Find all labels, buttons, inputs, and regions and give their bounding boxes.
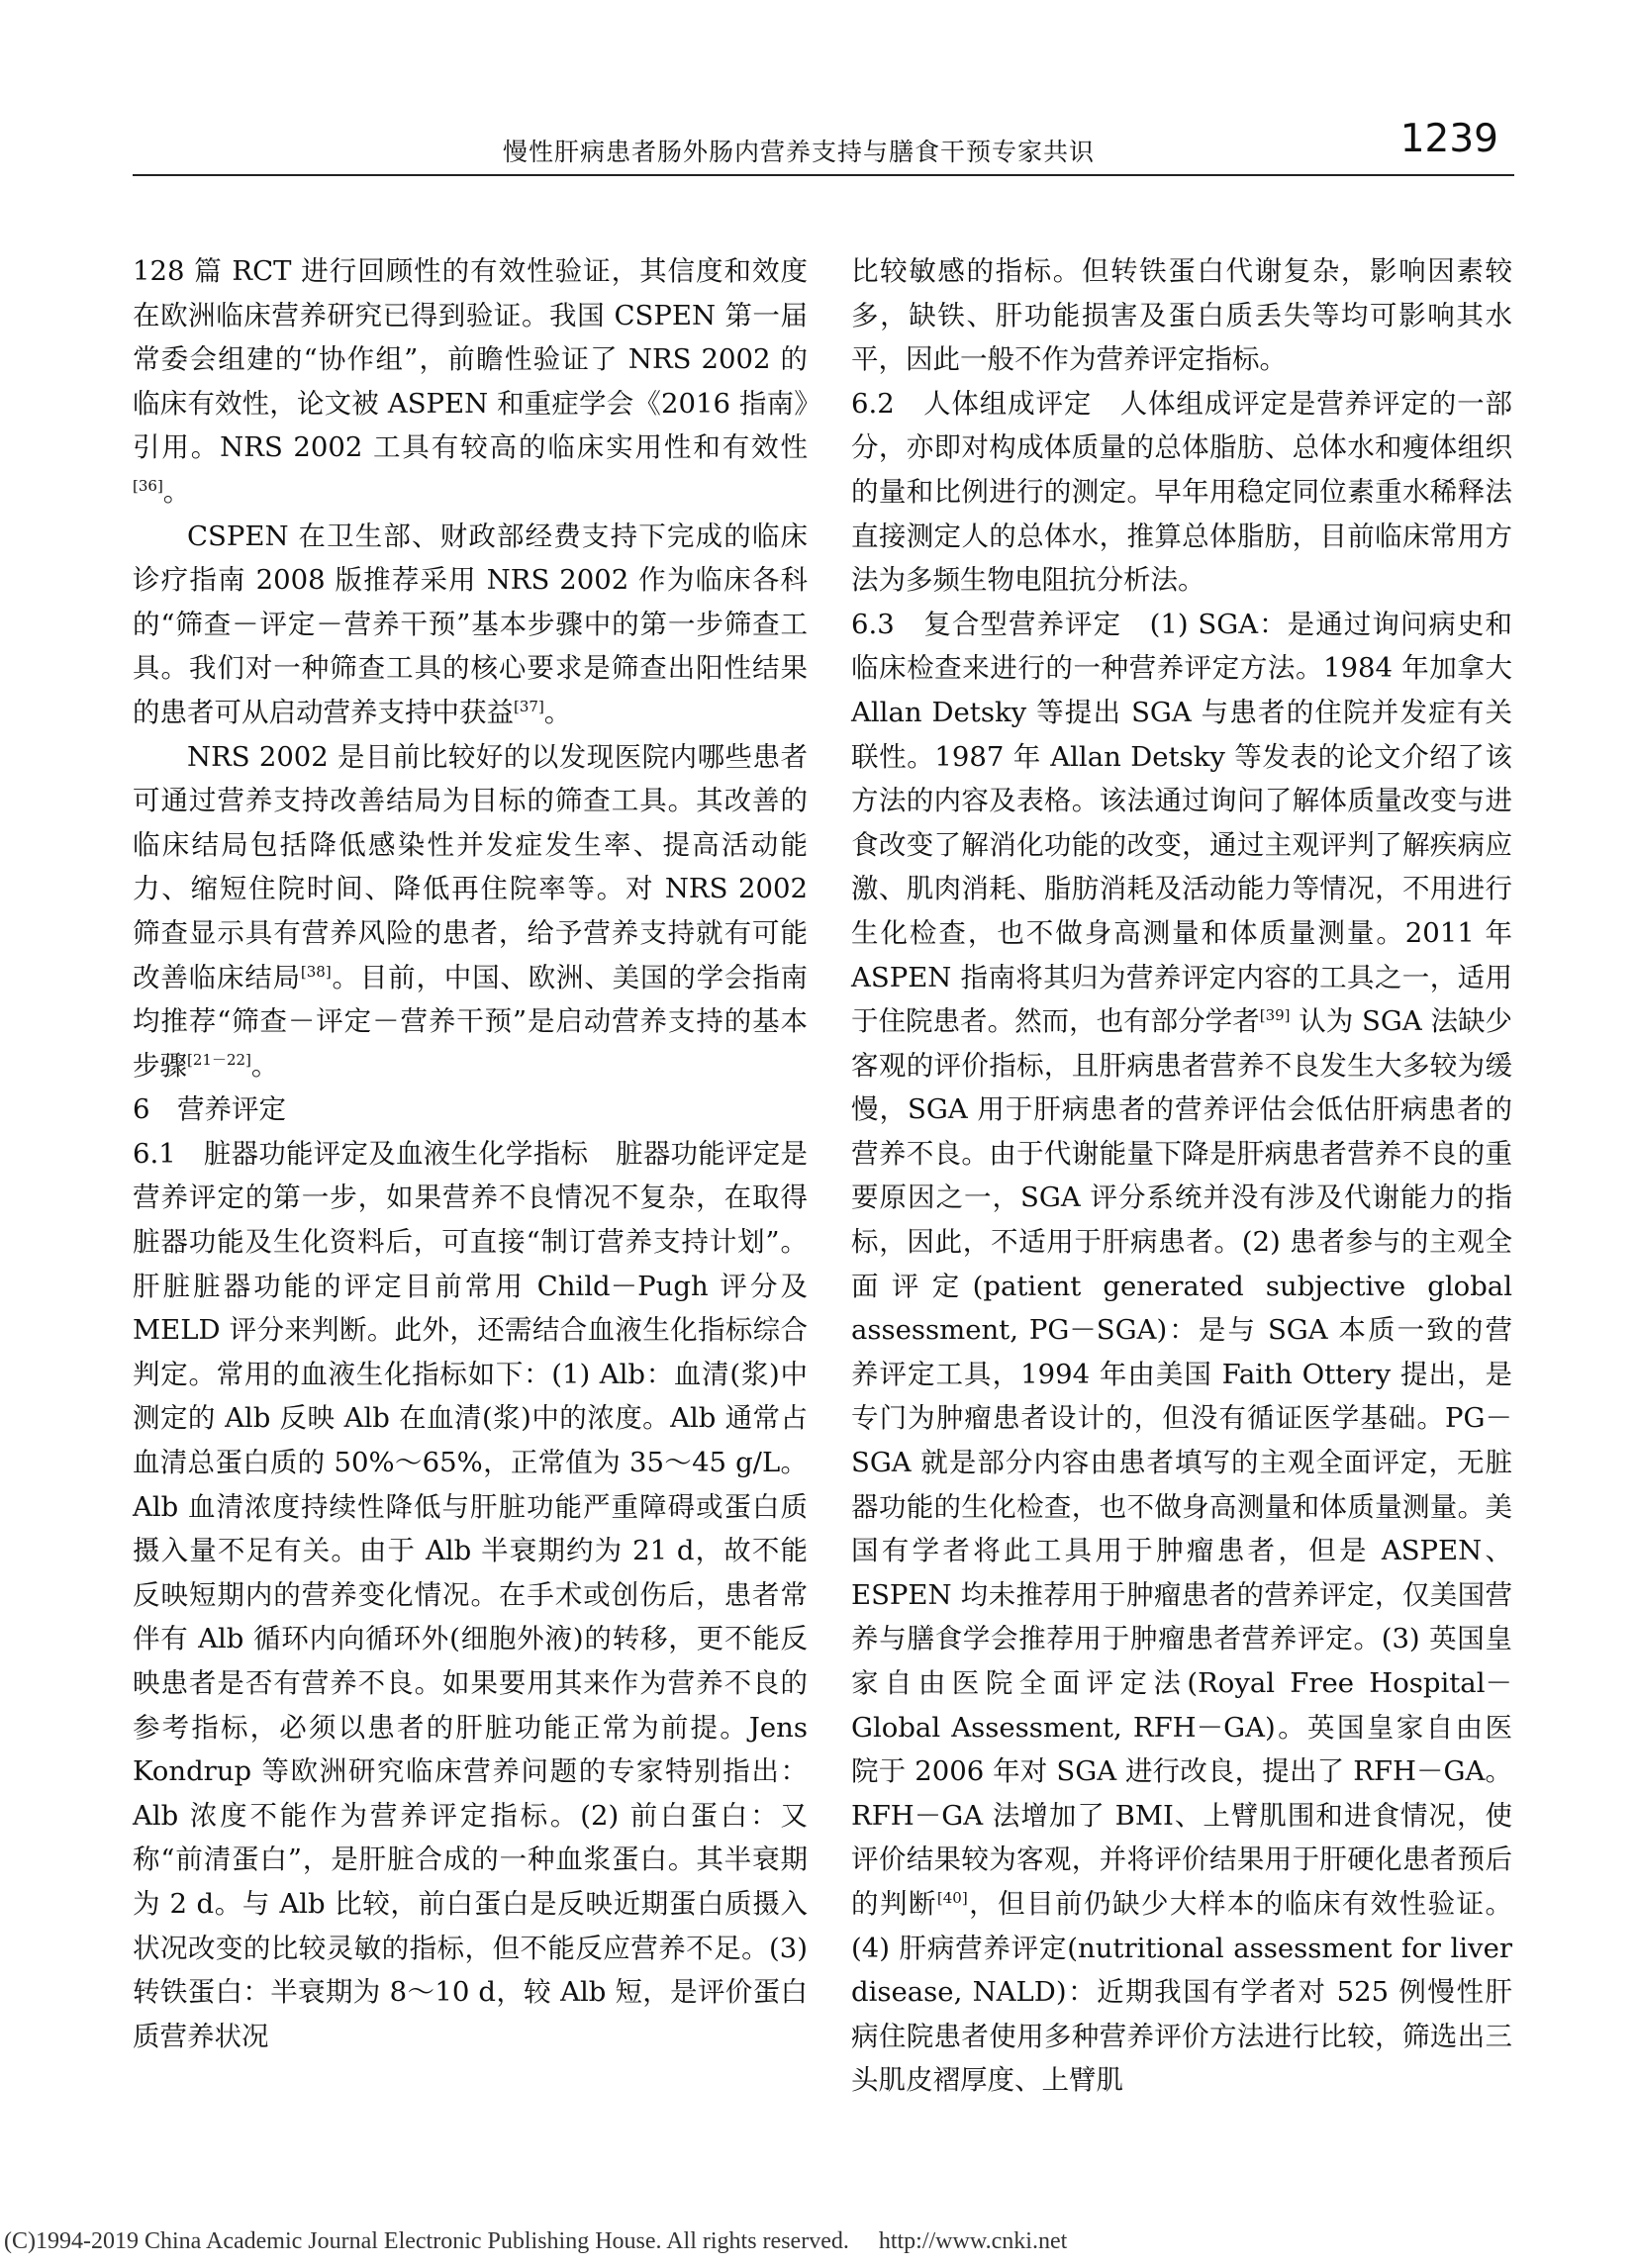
- page-header: [133, 117, 1514, 176]
- subsection-heading-6-3: 6.3 复合型营养评定: [851, 608, 1122, 640]
- copyright-notice: (C)1994-2019 China Academic Journal Electronic Publishing House. All rights reserved.: [4, 2228, 849, 2254]
- left-column: [133, 249, 808, 2058]
- paragraph: NRS 2002 是目前比较好的以发现医院内哪些患者可通过营养支持改善结局为目标的筛查工具。其改善的临床结局包括降低感染性并发症发生率、提高活动能力、缩短住院时间、降低再住院率等。对 NRS 2002 筛查显示具有营养风险的患者，给予营养支持就有可能改善临床结局[38]。目前，中国、欧洲、美国的学会指南均推荐“筛查－评定－营养干预”是启动营养支持的基本步骤[21－22]。: [133, 740, 809, 1082]
- paragraph: 128 篇 RCT 进行回顾性的有效性验证，其信度和效度在欧洲临床营养研究已得到验证。我国 CSPEN 第一届常委会组建的“协作组”，前瞻性验证了 NRS 2002 的临床有效性，论文被 ASPEN 和重症学会《2016 指南》引用。NRS 2002 工具有较高的临床实用性和有效性[36]。: [133, 255, 808, 508]
- page-number: 1239: [1399, 117, 1498, 161]
- paragraph: 比较敏感的指标。但转铁蛋白代谢复杂，影响因素较多，缺铁、肝功能损害及蛋白质丢失等均可影响其水平，因此一般不作为营养评定指标。: [851, 255, 1512, 376]
- citation: [40]: [936, 1888, 968, 1907]
- right-column: [851, 249, 1512, 2103]
- citation: [21－22]: [187, 1050, 251, 1069]
- section-heading-6: 6 营养评定: [133, 1093, 286, 1126]
- subsection-heading-6-2: 6.2 人体组成评定: [851, 387, 1093, 420]
- subsection-heading-6-1: 6.1 脏器功能评定及血液生化学指标: [133, 1137, 589, 1170]
- running-title: 慢性肝病患者肠外肠内营养支持与膳食干预专家共识: [503, 138, 1096, 166]
- citation: [36]: [133, 476, 163, 495]
- citation: [38]: [300, 962, 332, 981]
- page-footer: [4, 2228, 1637, 2255]
- paragraph: 6.3 复合型营养评定 (1) SGA：是通过询问病史和临床检查来进行的一种营养评定方法。1984 年加拿大 Allan Detsky 等提出 SGA 与患者的住院并发症有关联性。1987 年 Allan Detsky 等发表的论文介绍了该方法的内容及表格。该法通过询问了解体质量改变与进食改变了解消化功能的改变，通过主观评判了解疾病应激、肌肉消耗、脂肪消耗及活动能力等情况，不用进行生化检查，也不做身高测量和体质量测量。2011 年 ASPEN 指南将其归为营养评定内容的工具之一，适用于住院患者。然而，也有部分学者[39] 认为 SGA 法缺少客观的评价指标，且肝病患者营养不良发生大多较为缓慢，SGA 用于肝病患者的营养评估会低估肝病患者的营养不良。由于代谢能量下降是肝病患者营养不良的重要原因之一，SGA 评分系统并没有涉及代谢能力的指标，因此，不适用于肝病患者。(2) 患者参与的主观全面评定(patient generated subjective global assessment, PG－SGA)：是与 SGA 本质一致的营养评定工具，1994 年由美国 Faith Ottery 提出，是专门为肿瘤患者设计的，但没有循证医学基础。PG－SGA 就是部分内容由患者填写的主观全面评定，无脏器功能的生化检查，也不做身高测量和体质量测量。美国有学者将此工具用于肿瘤患者，但是 ASPEN、ESPEN 均未推荐用于肿瘤患者的营养评定，仅美国营养与膳食学会推荐用于肿瘤患者营养评定。(3) 英国皇家自由医院全面评定法(Royal Free Hospital－Global Assessment, RFH－GA)。英国皇家自由医院于 2006 年对 SGA 进行改良，提出了 RFH－GA。RFH－GA 法增加了 BMI、上臂肌围和进食情况，使评价结果较为客观，并将评价结果用于肝硬化患者预后的判断[40]，但目前仍缺少大样本的临床有效性验证。(4) 肝病营养评定(nutritional assessment for liver disease, NALD)：近期我国有学者对 525 例慢性肝病住院患者使用多种营养评价方法进行比较，筛选出三头肌皮褶厚度、上臂肌: [851, 608, 1513, 2097]
- footer-url: http://www.cnki.net: [878, 2228, 1068, 2254]
- citation: [39]: [1259, 1005, 1291, 1024]
- paragraph: 6.2 人体组成评定 人体组成评定是营养评定的一部分，亦即对构成体质量的总体脂肪、总体水和瘦体组织的量和比例进行的测定。早年用稳定同位素重水稀释法直接测定人的总体水，推算总体脂肪，目前临床常用方法为多频生物电阻抗分析法。: [851, 387, 1513, 597]
- paragraph: 6.1 脏器功能评定及血液生化学指标 脏器功能评定是营养评定的第一步，如果营养不良情况不复杂，在取得脏器功能及生化资料后，可直接“制订营养支持计划”。肝脏脏器功能的评定目前常用 Child－Pugh 评分及 MELD 评分来判断。此外，还需结合血液生化指标综合判定。常用的血液生化指标如下：(1) Alb：血清(浆)中测定的 Alb 反映 Alb 在血清(浆)中的浓度。Alb 通常占血清总蛋白质的 50%～65%，正常值为 35～45 g/L。Alb 血清浓度持续性降低与肝脏功能严重障碍或蛋白质摄入量不足有关。由于 Alb 半衰期约为 21 d，故不能反映短期内的营养变化情况。在手术或创伤后，患者常伴有 Alb 循环内向循环外(细胞外液)的转移，更不能反映患者是否有营养不良。如果要用其来作为营养不良的参考指标，必须以患者的肝脏功能正常为前提。Jens Kondrup 等欧洲研究临床营养问题的专家特别指出：Alb 浓度不能作为营养评定指标。(2) 前白蛋白：又称“前清蛋白”，是肝脏合成的一种血浆蛋白。其半衰期为 2 d。与 Alb 比较，前白蛋白是反映近期蛋白质摄入状况改变的比较灵敏的指标，但不能反应营养不足。(3) 转铁蛋白：半衰期为 8～10 d，较 Alb 短，是评价蛋白质营养状况: [133, 1137, 809, 2052]
- citation: [37]: [514, 697, 544, 715]
- paragraph: CSPEN 在卫生部、财政部经费支持下完成的临床诊疗指南 2008 版推荐采用 NRS 2002 作为临床各科的“筛查－评定－营养干预”基本步骤中的第一步筛查工具。我们对一种筛查工具的核心要求是筛查出阳性结果的患者可从启动营养支持中获益[37]。: [133, 520, 808, 728]
